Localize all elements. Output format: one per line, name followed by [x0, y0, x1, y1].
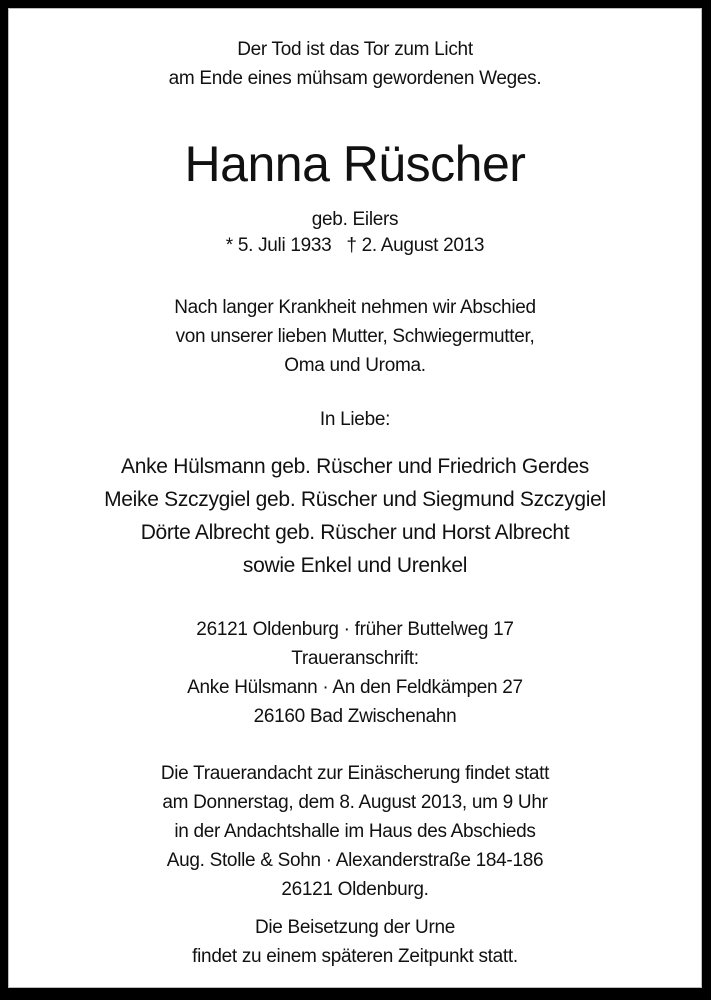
address-line-4: 26160 Bad Zwischenahn — [253, 706, 457, 727]
motto-line-2: am Ende eines mühsam gewordenen Weges. — [168, 68, 542, 89]
address-line-1: 26121 Oldenburg · früher Buttelweg 17 — [196, 619, 514, 640]
farewell-line-1: Nach langer Krankheit nehmen wir Abschied — [174, 297, 536, 318]
in-love-label: In Liebe: — [319, 409, 391, 430]
service-line-2: am Donnerstag, dem 8. August 2013, um 9 Uhr — [162, 792, 548, 813]
address-line-3: Anke Hülsmann · An den Feldkämpen 27 — [187, 677, 523, 698]
obituary-card — [8, 8, 702, 988]
mourner-1: Anke Hülsmann geb. Rüscher und Friedrich Gerdes — [121, 455, 589, 478]
service-line-1: Die Trauerandacht zur Einäscherung findet statt — [160, 763, 550, 784]
life-dates: * 5. Juli 1933 † 2. August 2013 — [225, 235, 485, 256]
deceased-name: Hanna Rüscher — [184, 136, 526, 192]
burial-line-1: Die Beisetzung der Urne — [254, 917, 456, 938]
burial-line-2: findet zu einem späteren Zeitpunkt statt. — [192, 946, 518, 967]
farewell-line-2: von unserer lieben Mutter, Schwiegermutter, — [175, 326, 535, 347]
service-line-4: Aug. Stolle & Sohn · Alexanderstraße 184-186 — [166, 850, 544, 871]
motto-line-1: Der Tod ist das Tor zum Licht — [237, 39, 473, 60]
address-line-2: Traueranschrift: — [291, 648, 419, 669]
mourner-3: Dörte Albrecht geb. Rüscher und Horst Albrecht — [140, 521, 570, 544]
mourner-2: Meike Szczygiel geb. Rüscher und Siegmund Szczygiel — [104, 488, 606, 511]
farewell-line-3: Oma und Uroma. — [284, 355, 426, 376]
mourner-4: sowie Enkel und Urenkel — [242, 554, 468, 577]
birth-name: geb. Eilers — [311, 209, 399, 230]
service-line-5: 26121 Oldenburg. — [281, 879, 429, 900]
service-line-3: in der Andachtshalle im Haus des Abschieds — [174, 821, 536, 842]
